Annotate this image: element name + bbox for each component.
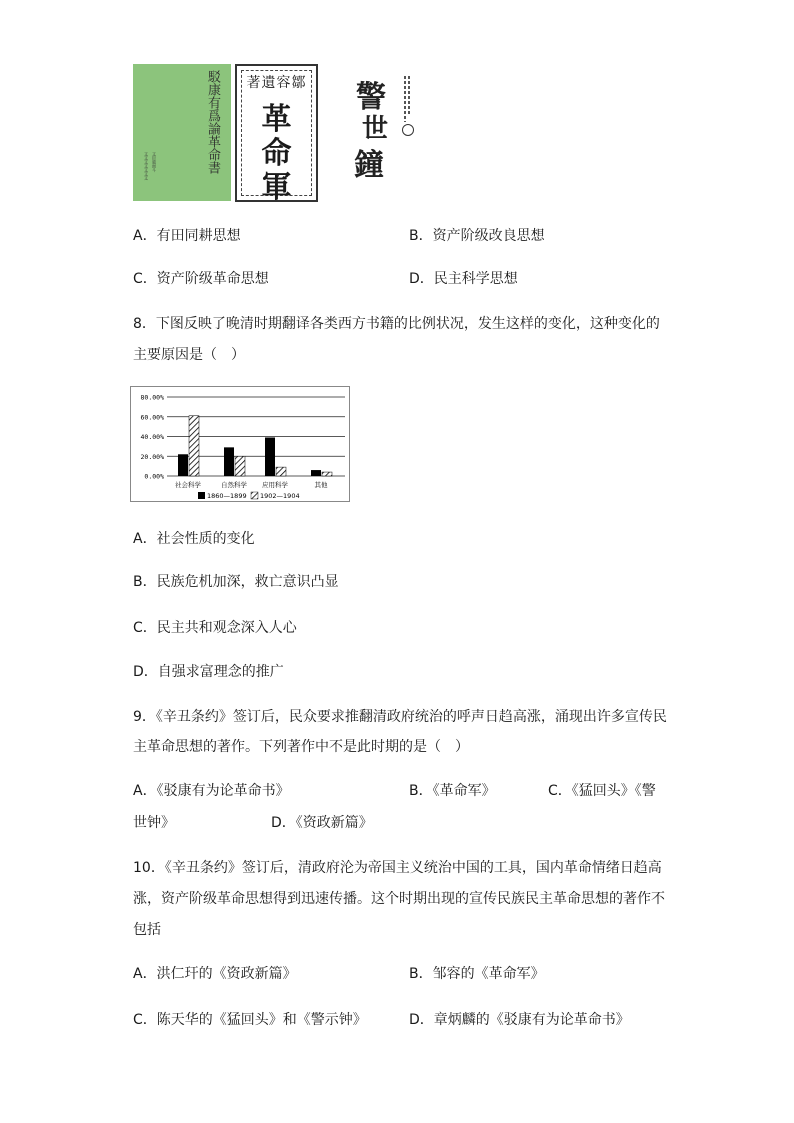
q9-stem-line-1: 9．《辛丑条约》签订后，民众要求推翻清政府统治的呼声日趋高涨，涌现出许多宣传民	[133, 709, 667, 725]
bar-series-1	[311, 470, 321, 476]
q8-option-a[interactable]: A．社会性质的变化	[133, 531, 255, 547]
q9-stem-line-2: 主革命思想的著作。下列著作中不是此时期的是（ ）	[133, 739, 469, 755]
calligraphy-char-1: 警	[356, 80, 386, 115]
y-tick-label: 60.00%	[140, 413, 164, 422]
cover-title-char-1: 革	[261, 102, 292, 137]
x-category-label: 社会科学	[175, 481, 201, 489]
bar-series-1	[224, 447, 234, 476]
cover-header-text: 著遺容鄒	[246, 75, 307, 91]
cover-title-text: 駁康有爲論革命書	[205, 70, 220, 174]
y-tick-label: 0.00%	[144, 472, 164, 481]
q10-option-b[interactable]: B．邹容的《革命军》	[409, 966, 545, 982]
q9-option-a[interactable]: A．《驳康有为论革命书》	[133, 783, 290, 799]
q8-stem-line-2: 主要原因是（ ）	[133, 347, 245, 363]
legend-label-series-1: 1860—1899	[207, 492, 247, 500]
seal-stamp-column	[401, 76, 413, 134]
bar-series-1	[265, 437, 275, 476]
q9-option-c-continued[interactable]: 世钟》	[133, 815, 175, 831]
x-category-label: 应用科学	[262, 481, 288, 489]
chart-svg	[131, 387, 351, 503]
q8-option-c[interactable]: C．民主共和观念深入人心	[133, 620, 297, 636]
y-tick-label: 20.00%	[140, 452, 164, 461]
bar-series-2	[276, 467, 286, 476]
q7-option-c[interactable]: C．资产阶级革命思想	[133, 271, 269, 287]
y-tick-label: 80.00%	[140, 393, 164, 402]
cover-image-geming-jun	[235, 64, 318, 205]
legend-swatch-series-1	[198, 492, 205, 499]
q8-option-b[interactable]: B．民族危机加深，救亡意识凸显	[133, 574, 339, 590]
bar-series-2	[189, 416, 199, 476]
bar-series-2	[235, 456, 245, 476]
q10-stem-line-2: 涨，资产阶级革命思想得到迅速传播。这个时期出现的宣传民族民主革命思想的著作不	[133, 891, 665, 907]
cover-publisher-text-2: ⽂⽂⽂⽂⽂⽂⽂	[144, 152, 149, 180]
q7-option-b[interactable]: B．资产阶级改良思想	[409, 228, 545, 244]
q9-option-b[interactable]: B．《革命军》	[409, 783, 496, 799]
calligraphy-char-3: 鐘	[354, 148, 384, 183]
q10-option-c[interactable]: C．陈天华的《猛回头》和《警示钟》	[133, 1012, 367, 1028]
q10-stem-line-1: 10．《辛丑条约》签订后，清政府沦为帝国主义统治中国的工具，国内革命情绪日趋高	[133, 860, 662, 876]
bar-series-1	[178, 454, 188, 476]
legend-label-series-2: 1902—1904	[260, 492, 300, 500]
legend-swatch-series-2	[251, 492, 258, 499]
cover-publisher-text: ⽂⾂⾵⾯⽃	[152, 152, 157, 172]
q8-option-d[interactable]: D．自强求富理念的推广	[133, 664, 284, 680]
cover-title-char-2: 命	[261, 136, 292, 171]
q9-option-c[interactable]: C．《猛回头》《警	[548, 783, 656, 799]
x-category-label: 其他	[314, 481, 328, 489]
calligraphy-char-2: 世	[362, 114, 389, 144]
q10-option-d[interactable]: D．章炳麟的《驳康有为论革命书》	[409, 1012, 630, 1028]
y-tick-label: 40.00%	[140, 433, 164, 441]
x-category-label: 自然科学	[221, 481, 247, 489]
q10-stem-line-3: 包括	[133, 922, 161, 938]
bar-series-2	[322, 472, 332, 476]
q9-option-d[interactable]: D．《资政新篇》	[271, 815, 373, 831]
cover-image-bo-kang	[133, 64, 231, 201]
q8-stem-line-1: 8．下图反映了晚清时期翻译各类西方书籍的比例状况，发生这样的变化，这种变化的	[133, 316, 660, 332]
q7-option-a[interactable]: A．有田同耕思想	[133, 228, 241, 244]
cover-title-char-3: 軍	[261, 170, 292, 205]
q7-option-d[interactable]: D．民主科学思想	[409, 271, 518, 287]
q10-option-a[interactable]: A．洪仁玕的《资政新篇》	[133, 966, 297, 982]
translation-ratio-chart	[130, 386, 350, 502]
